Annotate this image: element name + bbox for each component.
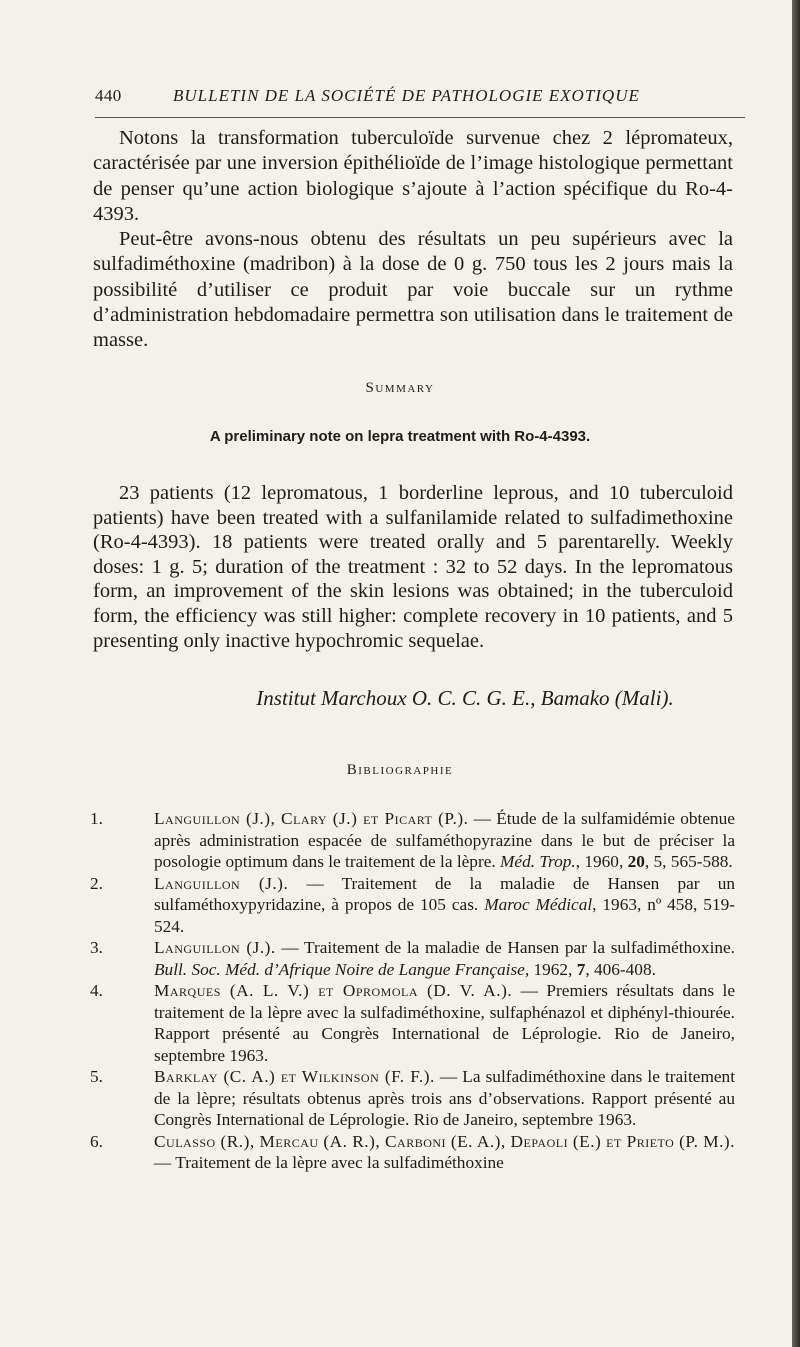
reference-year: , 1962, — [524, 959, 573, 979]
paragraph: Peut-être avons-nous obtenu des résultats un peu supérieurs avec la sulfadiméthoxine (madribon) à la dose de 0 g. 750 tous les 2 jours mais la possibilité d’utiliser ce produit par voie buccale sur un rythme d’administration hebdomadaire permettra son utilisation dans le traitement de masse. — [93, 228, 733, 352]
reference-item — [90, 808, 735, 873]
reference-number: 3. — [90, 938, 103, 957]
summary-text-block — [93, 481, 733, 653]
reference-authors: Languillon (J.), Clary (J.) et Picart (P.). — [154, 809, 469, 828]
summary-title: A preliminary note on lepra treatment with Ro-4-4393. — [209, 428, 591, 445]
reference-authors: Barklay (C. A.) et Wilkinson (F. F.). — [154, 1067, 435, 1086]
summary-paragraph: 23 patients (12 lepromatous, 1 borderline leprous, and 10 tuberculoid patients) have been treated with a sulfanilamide related to sulfadimethoxine (Ro-4-4393). 18 patients were treated orally and 5 parentarelly. Weekly doses: 1 g. 5; duration of the treatment : 32 to 52 days. In the lepromatous form, an improvement of the skin lesions was obtained; in the tuberculoid form, the efficiency was still higher: complete recovery in 10 patients, and 5 presenting only inactive hypochromic sequelae. — [93, 482, 733, 652]
journal-title: BULLETIN DE LA SOCIÉTÉ DE PATHOLOGIE EXOTIQUE — [173, 86, 640, 105]
reference-number: 4. — [90, 981, 103, 1000]
reference-item — [90, 1131, 735, 1174]
reference-list — [90, 808, 735, 1174]
reference-number: 6. — [90, 1131, 103, 1151]
summary-heading: Summary — [365, 380, 435, 396]
reference-title: — Traitement de la maladie de Hansen par la sulfadiméthoxine. — [281, 938, 735, 957]
french-conclusion — [93, 126, 733, 354]
reference-pages: nº 458, 519-524. — [154, 895, 735, 936]
reference-item — [90, 1066, 735, 1131]
page-binding-edge — [792, 0, 800, 1347]
running-header — [95, 86, 745, 112]
reference-journal: Maroc Médical — [484, 895, 593, 914]
reference-pages: , 5, 565-588. — [644, 852, 733, 871]
reference-title: — Étude de la sulfamidémie obtenue après administration espacée de sulfaméthopyrazine dans le but de préciser la posologie optimum dans le traitement de la lèpre. — [154, 809, 735, 871]
reference-year: , 1960, — [575, 852, 624, 871]
reference-authors: Marques (A. L. V.) et Opromola (D. V. A.). — [154, 981, 513, 1000]
reference-number: 1. — [90, 809, 103, 828]
reference-pages: , 406-408. — [585, 959, 656, 979]
reference-year: , 1963, — [592, 895, 642, 914]
reference-authors: Languillon (J.). — [154, 938, 276, 957]
institution-line: Institut Marchoux O. C. C. G. E., Bamako (Mali). — [256, 686, 674, 710]
reference-title: — Traitement de la lèpre avec la sulfadiméthoxine — [154, 1153, 504, 1172]
bibliography-heading: Bibliographie — [346, 762, 454, 778]
reference-authors: Culasso (R.), Mercau (A. R.), Carboni (E. A.), Depaoli (E.) et Prieto (P. M.). — [154, 1131, 735, 1151]
reference-item — [90, 873, 735, 938]
reference-item — [90, 937, 735, 980]
reference-item — [90, 980, 735, 1066]
reference-number: 2. — [90, 873, 103, 893]
page-number: 440 — [95, 86, 122, 105]
reference-volume: 20 — [627, 852, 645, 871]
reference-journal: Méd. Trop. — [500, 852, 576, 871]
paragraph: Notons la transformation tuberculoïde survenue chez 2 lépromateux, caractérisée par une inversion épithélioïde de l’image histologique permettant de penser qu’une action biologique s’ajoute à l’action spécifique du Ro-4-4393. — [93, 127, 733, 225]
reference-authors: Languillon (J.). — [154, 873, 289, 893]
reference-journal: Bull. Soc. Méd. d’Afrique Noire de Langue Française — [154, 959, 525, 979]
reference-number: 5. — [90, 1067, 103, 1086]
reference-title: — La sulfadiméthoxine dans le traitement de la lèpre; résultats obtenus après trois ans d’observations. Rapport présenté au Congrès International de Léprologie. Rio de Janeiro, septembre 1963. — [154, 1067, 735, 1129]
reference-title: — Traitement de la maladie de Hansen par un sulfaméthoxypyridazine, à propos de 105 cas. — [154, 873, 735, 914]
reference-title: — Premiers résultats dans le traitement de la lèpre avec la sulfadiméthoxine, sulfaphénazol et diphényl-thiourée. Rapport présenté au Congrès International de Léprologie. Rio de Janeiro, septembre 1963. — [154, 981, 736, 1065]
header-rule — [95, 117, 745, 118]
reference-volume: 7 — [576, 959, 586, 979]
